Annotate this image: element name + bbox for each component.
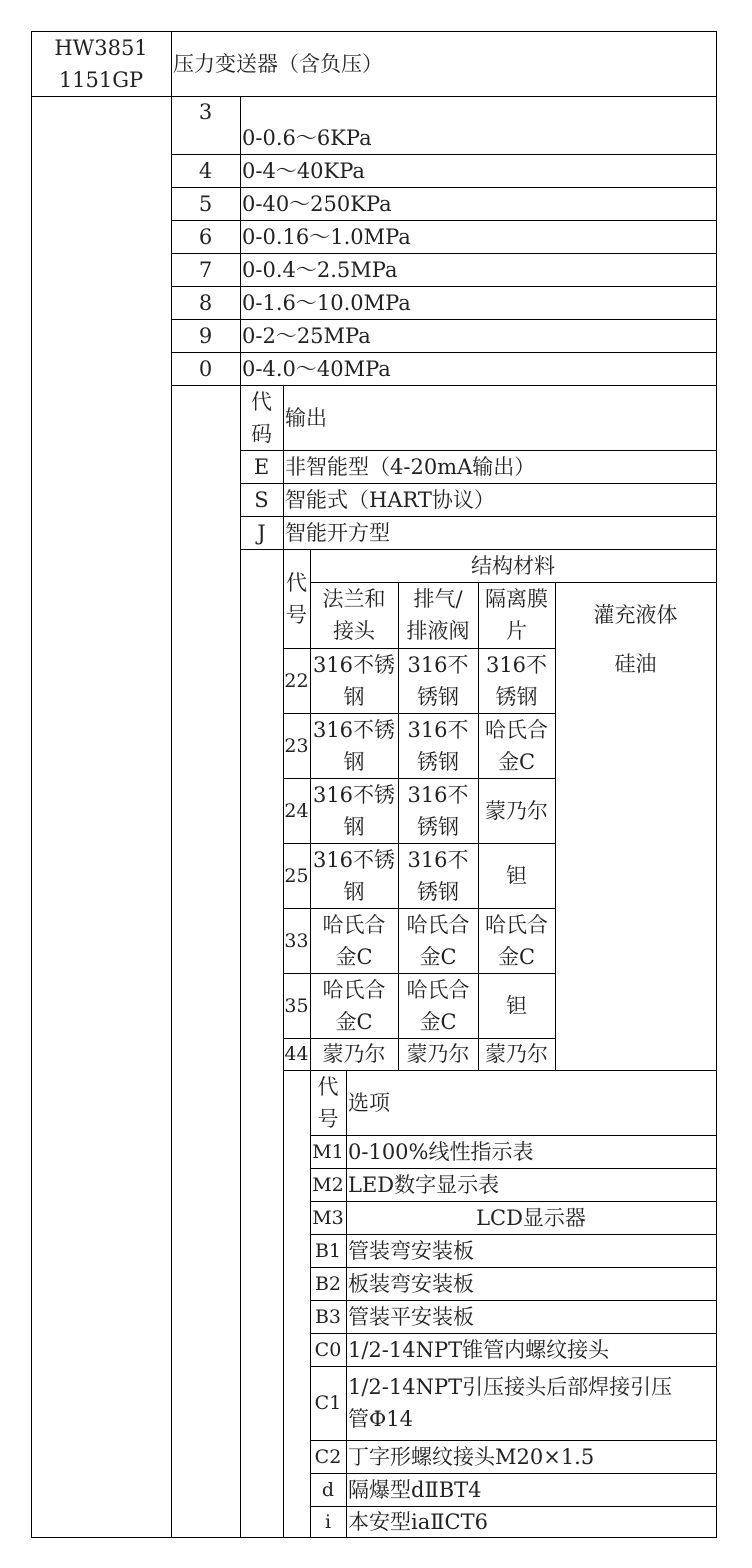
range-code: 0	[198, 356, 213, 381]
fill-fluid: 硅油	[614, 652, 657, 676]
option-title: 选项	[348, 1090, 390, 1115]
range-code: 9	[198, 323, 213, 348]
vent-material: 哈氏合 金C	[406, 912, 470, 969]
output-code-header: 代 码	[251, 389, 272, 446]
vent-material: 316不 锈钢	[407, 652, 469, 709]
diaphragm-material: 蒙乃尔	[485, 1042, 548, 1066]
vent-material: 蒙乃尔	[406, 1042, 470, 1066]
option-label: 管装平安装板	[348, 1304, 474, 1329]
flange-material: 哈氏合 金C	[322, 977, 386, 1034]
flange-material: 316不锈 钢	[312, 782, 396, 839]
vent-material: 316不 锈钢	[407, 782, 469, 839]
output-label: 智能开方型	[285, 520, 390, 545]
option-code: B2	[314, 1272, 342, 1295]
range-code: 3	[198, 100, 213, 124]
option-label: LED数字显示表	[348, 1172, 500, 1197]
range-value: 0-0.16～1.0MPa	[242, 224, 411, 249]
option-label: 丁字形螺纹接头M20×1.5	[348, 1444, 595, 1469]
material-column-header: 灌充液体	[593, 603, 678, 627]
vent-material: 316不 锈钢	[407, 847, 469, 904]
diaphragm-material: 钽	[506, 993, 527, 1018]
output-code: J	[257, 520, 266, 545]
option-code-header: 代 号	[317, 1074, 339, 1131]
flange-material: 316不锈 钢	[312, 652, 396, 709]
material-code: 35	[284, 994, 309, 1017]
option-code: i	[324, 1510, 332, 1533]
material-code: 33	[284, 929, 309, 952]
diaphragm-material: 钽	[506, 863, 527, 888]
product-name: 压力变送器（含负压）	[173, 51, 383, 76]
diaphragm-material: 蒙乃尔	[485, 798, 548, 823]
option-label: 板装弯安装板	[348, 1271, 474, 1296]
range-value: 0-0.4～2.5MPa	[242, 257, 398, 282]
table-border	[240, 385, 241, 1538]
flange-material: 316不锈 钢	[312, 717, 396, 774]
output-code: S	[254, 487, 269, 512]
option-code: M2	[312, 1173, 344, 1196]
diaphragm-material: 316不 锈钢	[485, 652, 548, 709]
option-label: 隔爆型dⅡBT4	[348, 1477, 482, 1502]
option-code: C0	[314, 1338, 342, 1361]
option-label: 1/2-14NPT引压接头后部焊接引压 管Φ14	[348, 1375, 673, 1431]
material-title: 结构材料	[471, 553, 555, 578]
table-border	[31, 31, 32, 1538]
range-value: 0-1.6～10.0MPa	[242, 290, 411, 315]
range-code: 4	[198, 158, 213, 183]
option-label: 1/2-14NPT锥管内螺纹接头	[348, 1337, 610, 1362]
material-column-header: 排气/ 排液阀	[406, 587, 470, 643]
output-title: 输出	[285, 405, 327, 430]
vent-material: 哈氏合 金C	[406, 977, 470, 1034]
material-code: 25	[284, 864, 309, 887]
vent-material: 316不 锈钢	[407, 717, 469, 774]
range-code: 8	[198, 290, 213, 315]
material-code: 44	[284, 1043, 309, 1065]
flange-material: 蒙乃尔	[322, 1042, 386, 1066]
flange-material: 哈氏合 金C	[322, 912, 386, 969]
material-code-header: 代 号	[286, 570, 307, 627]
material-code: 24	[284, 799, 309, 822]
output-code: E	[253, 454, 270, 479]
material-code: 23	[284, 734, 309, 757]
option-code: M3	[312, 1206, 344, 1229]
diaphragm-material: 哈氏合 金C	[485, 912, 548, 969]
option-label: LCD显示器	[476, 1205, 586, 1230]
range-code: 6	[198, 224, 213, 249]
range-value: 0-40～250KPa	[242, 191, 392, 216]
range-value: 0-4～40KPa	[242, 158, 365, 183]
range-code: 5	[198, 191, 213, 216]
option-code: d	[321, 1478, 335, 1501]
output-label: 智能式（HART协议）	[285, 487, 495, 512]
output-label: 非智能型（4-20mA输出）	[285, 454, 536, 479]
option-label: 本安型iaⅡCT6	[348, 1509, 488, 1534]
range-value: 0-4.0～40MPa	[242, 356, 391, 381]
option-label: 管装弯安装板	[348, 1238, 474, 1263]
option-code: C2	[314, 1445, 342, 1468]
model-code: HW3851 1151GP	[54, 35, 148, 92]
material-column-header: 法兰和 接头	[322, 587, 386, 643]
range-value: 0-0.6～6KPa	[242, 126, 372, 150]
range-code: 7	[198, 257, 213, 282]
material-code: 22	[284, 669, 309, 692]
range-value: 0-2～25MPa	[242, 323, 371, 348]
option-code: C1	[314, 1392, 342, 1414]
option-code: B3	[314, 1305, 342, 1328]
option-label: 0-100%线性指示表	[348, 1139, 534, 1164]
flange-material: 316不锈 钢	[312, 847, 396, 904]
option-code: M1	[312, 1140, 344, 1163]
option-code: B1	[314, 1239, 342, 1262]
diaphragm-material: 哈氏合 金C	[485, 717, 548, 774]
material-column-header: 隔离膜 片	[485, 587, 548, 643]
